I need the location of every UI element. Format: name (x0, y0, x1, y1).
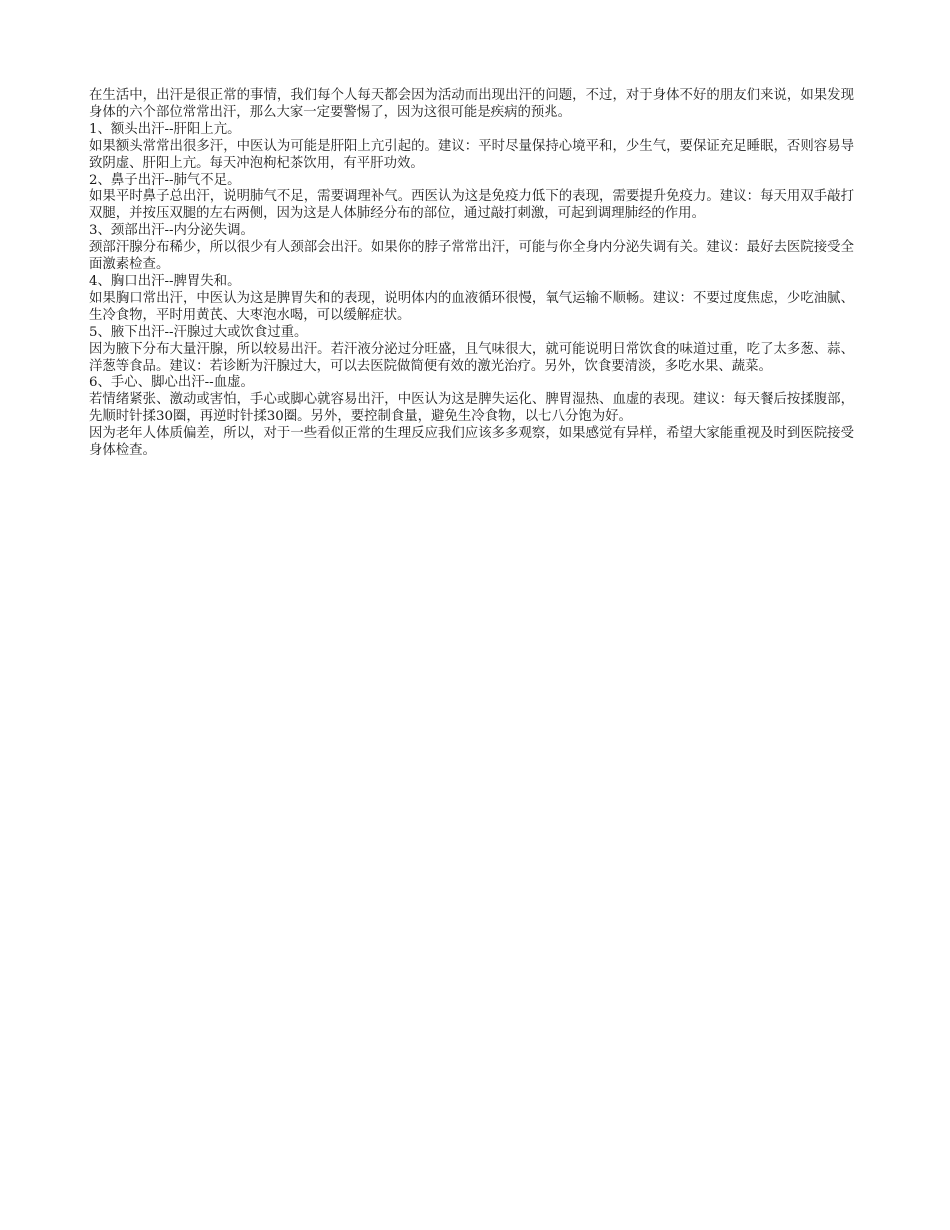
intro-paragraph: 在生活中，出汗是很正常的事情，我们每个人每天都会因为活动而出现出汗的问题，不过，对于身体不好的朋友们来说，如果发现身体的六个部位常常出汗，那么大家一定要警惕了，因为这很可能是疾病的预兆。 (89, 88, 854, 120)
section-heading-armpit: 5、腋下出汗--汗腺过大或饮食过重。 (89, 324, 308, 340)
section-heading-palms-soles: 6、手心、脚心出汗--血虚。 (89, 375, 254, 391)
section-body-palms-soles: 若情绪紧张、激动或害怕，手心或脚心就容易出汗，中医认为这是脾失运化、脾胃湿热、血虚的表现。建议：每天餐后按揉腹部，先顺时针揉30圈，再逆时针揉30圈。另外，要控制食量，避免生冷食物，以七八分饱为好。 (89, 392, 854, 425)
section-heading-neck: 3、颈部出汗--内分泌失调。 (89, 223, 254, 239)
section-heading-chest: 4、胸口出汗--脾胃失和。 (89, 273, 241, 289)
section-body-forehead: 如果额头常常出很多汗，中医认为可能是肝阳上亢引起的。建议：平时尽量保持心境平和，少生气，要保证充足睡眠，否则容易导致阴虚、肝阳上亢。每天冲泡枸杞茶饮用，有平肝功效。 (89, 138, 854, 171)
section-body-neck: 颈部汗腺分布稀少，所以很少有人颈部会出汗。如果你的脖子常常出汗，可能与你全身内分泌失调有关。建议：最好去医院接受全面激素检查。 (89, 240, 854, 273)
section-body-chest: 如果胸口常出汗，中医认为这是脾胃失和的表现，说明体内的血液循环很慢，氧气运输不顺畅。建议：不要过度焦虑，少吃油腻、生冷食物，平时用黄芪、大枣泡水喝，可以缓解症状。 (89, 290, 854, 323)
section-body-nose: 如果平时鼻子总出汗，说明肺气不足，需要调理补气。西医认为这是免疫力低下的表现，需要提升免疫力。建议：每天用双手敲打双腿，并按压双腿的左右两侧，因为这是人体肺经分布的部位，通过敲打刺激，可起到调理肺经的作用。 (89, 189, 854, 222)
closing-paragraph: 因为老年人体质偏差，所以，对于一些看似正常的生理反应我们应该多多观察，如果感觉有异样，希望大家能重视及时到医院接受身体检查。 (89, 426, 854, 459)
section-heading-nose: 2、鼻子出汗--肺气不足。 (89, 172, 241, 188)
document-body (89, 88, 854, 460)
section-heading-forehead: 1、额头出汗--肝阳上亢。 (89, 121, 241, 137)
section-body-armpit: 因为腋下分布大量汗腺，所以较易出汗。若汗液分泌过分旺盛，且气味很大，就可能说明日常饮食的味道过重，吃了太多葱、蒜、洋葱等食品。建议：若诊断为汗腺过大，可以去医院做简便有效的激光治疗。另外，饮食要清淡，多吃水果、蔬菜。 (89, 341, 854, 374)
